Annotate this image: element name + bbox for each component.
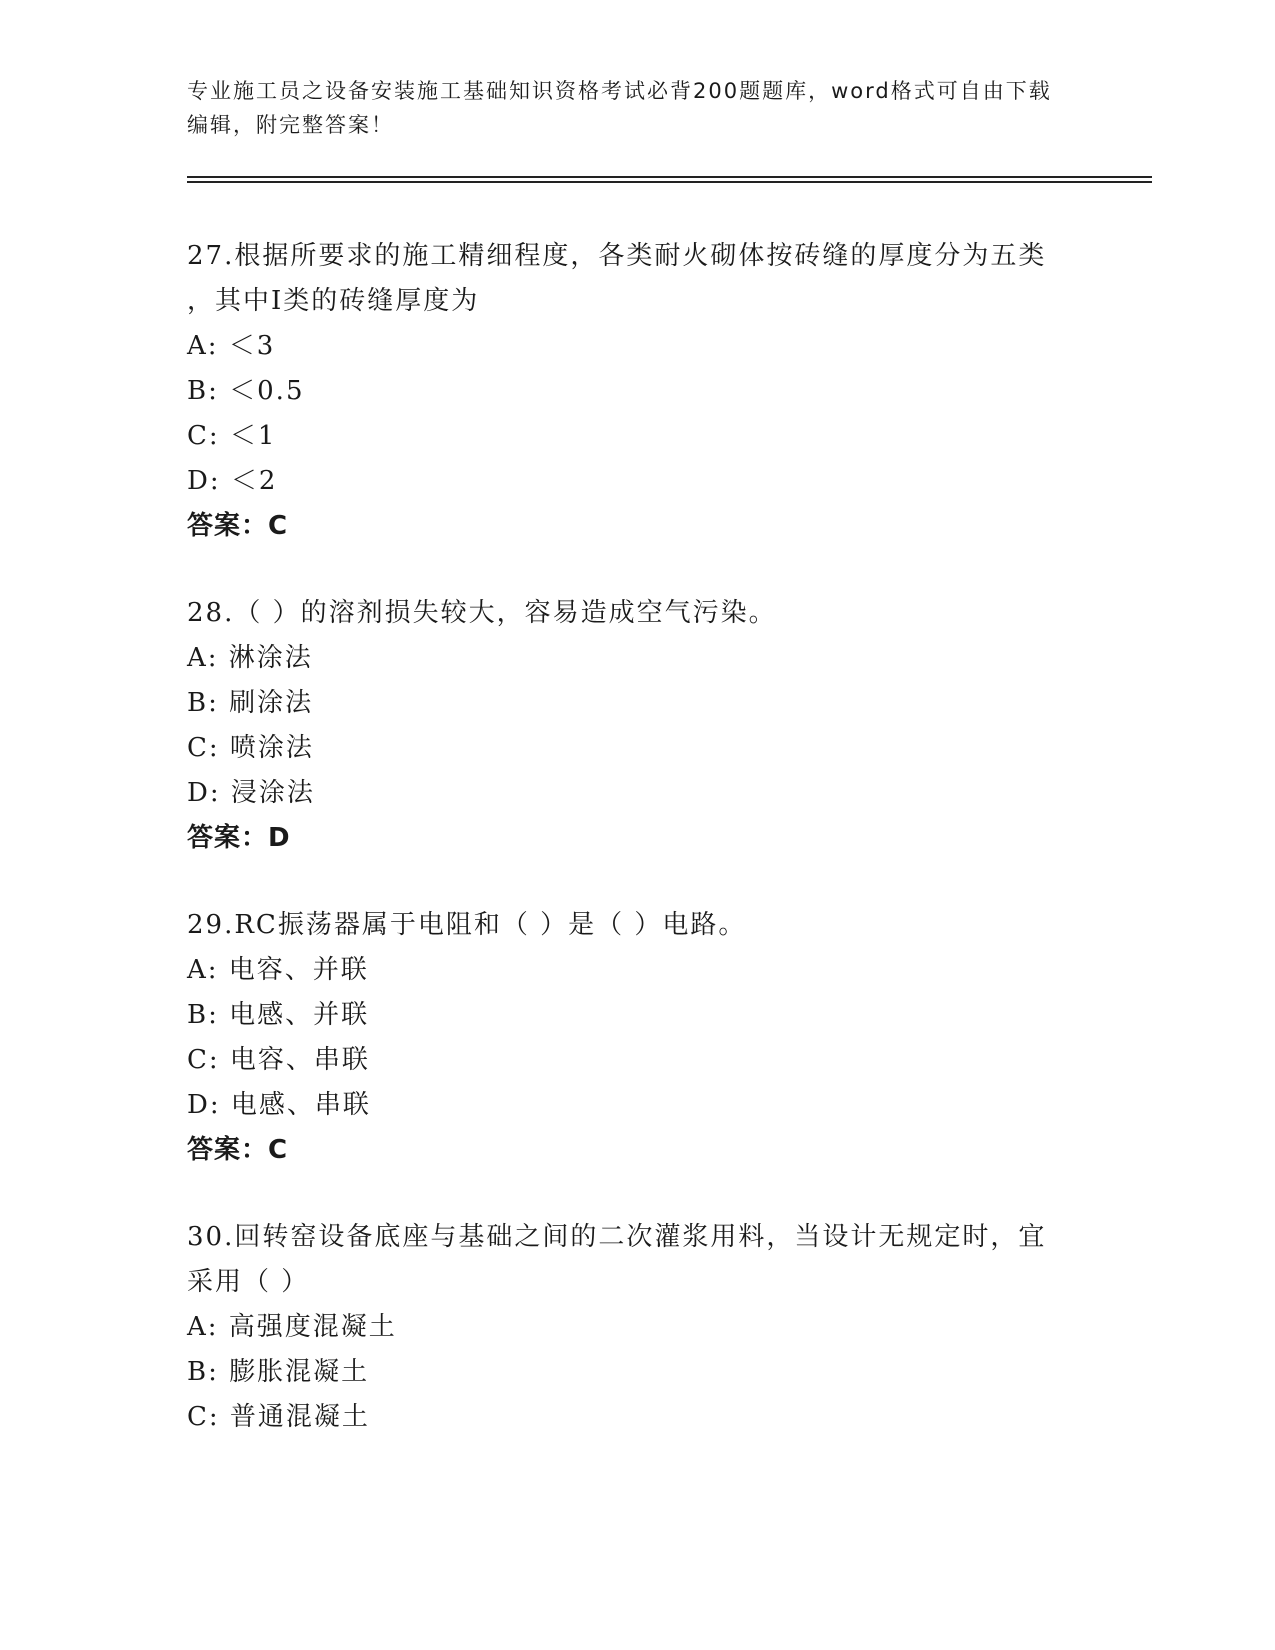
question-29 [187, 903, 1087, 1173]
question-stem-continued: ，其中Ⅰ类的砖缝厚度为 [187, 286, 480, 316]
answer: 答案：D [187, 823, 291, 853]
option-b: B: ＜0.5 [187, 376, 305, 406]
document-header: 专业施工员之设备安装施工基础知识资格考试必背200题题库，word格式可自由下载编辑，附完整答案！ [187, 79, 1052, 137]
question-stem-continued: 采用（ ） [187, 1267, 310, 1297]
option-b: B: 电感、并联 [187, 1000, 370, 1030]
question-list [187, 234, 1087, 1482]
option-c: C: 电容、串联 [187, 1045, 370, 1075]
option-a: A: 高强度混凝土 [187, 1312, 397, 1342]
header-divider-bottom [187, 181, 1152, 183]
option-c: C: ＜1 [187, 421, 277, 451]
question-stem: 30.回转窑设备底座与基础之间的二次灌浆用料，当设计无规定时，宜 [187, 1222, 1047, 1252]
option-d: D: 浸涂法 [187, 778, 315, 808]
option-a: A: 电容、并联 [187, 955, 369, 985]
question-28 [187, 591, 1087, 861]
option-c: C: 喷涂法 [187, 733, 314, 763]
option-a: A: ＜3 [187, 331, 276, 361]
option-b: B: 膨胀混凝土 [187, 1357, 370, 1387]
option-d: D: ＜2 [187, 466, 278, 496]
header-divider-top [187, 176, 1152, 178]
answer: 答案：C [187, 1135, 289, 1165]
question-30 [187, 1215, 1087, 1440]
answer: 答案：C [187, 511, 289, 541]
option-b: B: 刷涂法 [187, 688, 314, 718]
option-d: D: 电感、串联 [187, 1090, 371, 1120]
question-stem: 29.RC振荡器属于电阻和（ ）是（ ）电路。 [187, 910, 747, 940]
option-a: A: 淋涂法 [187, 643, 313, 673]
question-stem: 27.根据所要求的施工精细程度，各类耐火砌体按砖缝的厚度分为五类 [187, 241, 1047, 271]
question-stem: 28.（ ）的溶剂损失较大，容易造成空气污染。 [187, 598, 777, 628]
option-c: C: 普通混凝土 [187, 1402, 370, 1432]
question-27 [187, 234, 1087, 549]
